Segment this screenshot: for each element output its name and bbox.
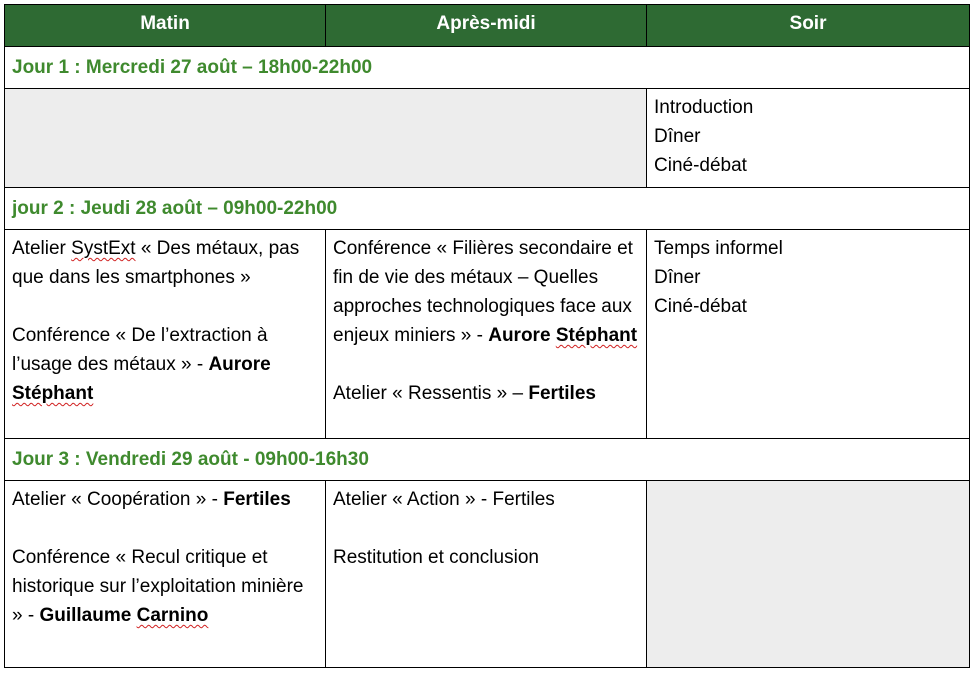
day-1-empty-cell (5, 89, 647, 188)
day-3-row (5, 439, 970, 481)
day-3-afternoon-cell (326, 481, 647, 668)
workshop-text: « Des métaux, pas que dans les smartphones » (12, 238, 300, 288)
conference-text: Conférence « Filières secondaire et fin de vie des métaux – Quelles approches technologiques face aux enjeux miniers » - (333, 238, 633, 346)
day-3-title: Jour 3 : Vendredi 29 août - 09h00-16h30 (5, 439, 970, 481)
conference-text: Conférence « De l’extraction à l’usage des métaux » - (12, 325, 268, 375)
workshop-host: Fertiles (223, 489, 291, 510)
header-morning: Matin (5, 5, 326, 47)
workshop-text: Atelier « Action » - Fertiles (333, 489, 555, 510)
day-2-title: jour 2 : Jeudi 28 août – 09h00-22h00 (5, 188, 970, 230)
speaker-first-name: Guillaume (39, 605, 137, 626)
day-3-sessions (5, 481, 970, 668)
day-1-sessions (5, 89, 970, 188)
header-afternoon: Après-midi (326, 5, 647, 47)
schedule-table (4, 4, 970, 668)
day-2-row (5, 188, 970, 230)
day-1-evening-item: Introduction (654, 97, 754, 118)
day-1-row (5, 47, 970, 89)
closing-text: Restitution et conclusion (333, 547, 539, 568)
workshop-text: Atelier « Coopération » - (12, 489, 224, 510)
day-2-evening-item: Dîner (654, 267, 701, 288)
workshop-name: SystExt (71, 238, 136, 259)
day-1-evening-item: Ciné-débat (654, 155, 747, 176)
day-2-sessions (5, 230, 970, 439)
day-1-evening-item: Dîner (654, 126, 701, 147)
speaker-last-name: Stéphant (555, 325, 638, 346)
speaker-first-name: Aurore (208, 354, 271, 375)
day-2-morning-cell (5, 230, 326, 439)
speaker-first-name: Aurore (488, 325, 556, 346)
conference-text: Conférence « Recul critique et historique sur l’exploitation minière » - (12, 547, 304, 626)
day-1-title: Jour 1 : Mercredi 27 août – 18h00-22h00 (5, 47, 970, 89)
header-evening: Soir (647, 5, 970, 47)
workshop-text: Atelier (12, 238, 72, 259)
day-2-evening-item: Temps informel (654, 238, 783, 259)
speaker-last-name: Stéphant (12, 383, 94, 404)
workshop-host: Fertiles (528, 383, 596, 404)
workshop-text: Atelier « Ressentis » – (333, 383, 529, 404)
day-2-evening-cell (647, 230, 970, 439)
day-3-morning-cell (5, 481, 326, 668)
day-1-evening-cell (647, 89, 970, 188)
header-row (5, 5, 970, 47)
day-2-evening-item: Ciné-débat (654, 296, 747, 317)
speaker-last-name: Carnino (136, 605, 209, 626)
day-2-afternoon-cell (326, 230, 647, 439)
day-3-empty-cell (647, 481, 970, 668)
